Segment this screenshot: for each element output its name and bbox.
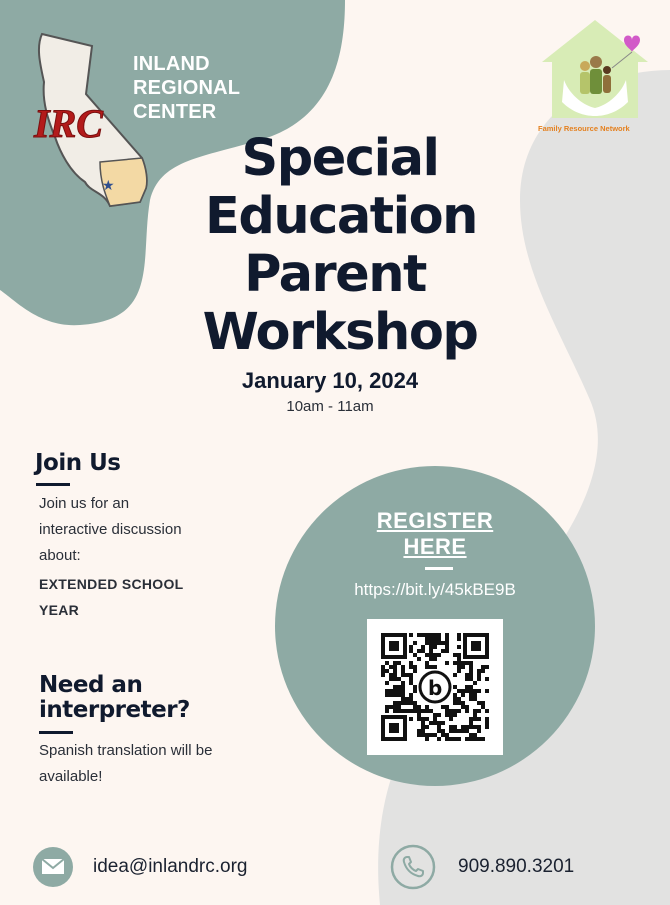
phone-icon	[401, 855, 425, 879]
star-icon: ★	[102, 178, 115, 194]
logo-text: IRC	[34, 101, 103, 146]
register-url[interactable]: https://bit.ly/45kBE9B	[354, 580, 516, 599]
envelope-icon	[41, 857, 65, 877]
join-divider	[36, 483, 70, 486]
organization-name: INLAND REGIONAL CENTER	[133, 53, 241, 123]
join-heading: Join Us	[35, 450, 121, 476]
frn-name: Family Resource Network	[538, 124, 630, 133]
interpreter-divider	[39, 731, 73, 734]
interpreter-text: Spanish translation will be available!	[39, 742, 213, 785]
join-topic: EXTENDED SCHOOL YEAR	[39, 576, 184, 618]
event-title: Special Education Parent Workshop	[202, 129, 478, 362]
qr-code[interactable]	[367, 619, 503, 755]
register-link[interactable]: REGISTER HERE	[376, 508, 494, 559]
interpreter-heading: Need an interpreter?	[39, 672, 190, 723]
frn-logo	[540, 18, 650, 122]
event-time: 10am - 11am	[286, 398, 374, 415]
event-date: January 10, 2024	[241, 368, 419, 393]
register-divider	[425, 567, 453, 570]
family-figure	[580, 61, 590, 71]
qr-code-icon	[367, 619, 503, 755]
svg-text:b: b	[428, 676, 443, 700]
join-text: Join us for an interactive discussion about:	[39, 495, 182, 564]
contact-email[interactable]: idea@inlandrc.org	[93, 856, 248, 877]
contact-phone[interactable]: 909.890.3201	[458, 856, 575, 877]
